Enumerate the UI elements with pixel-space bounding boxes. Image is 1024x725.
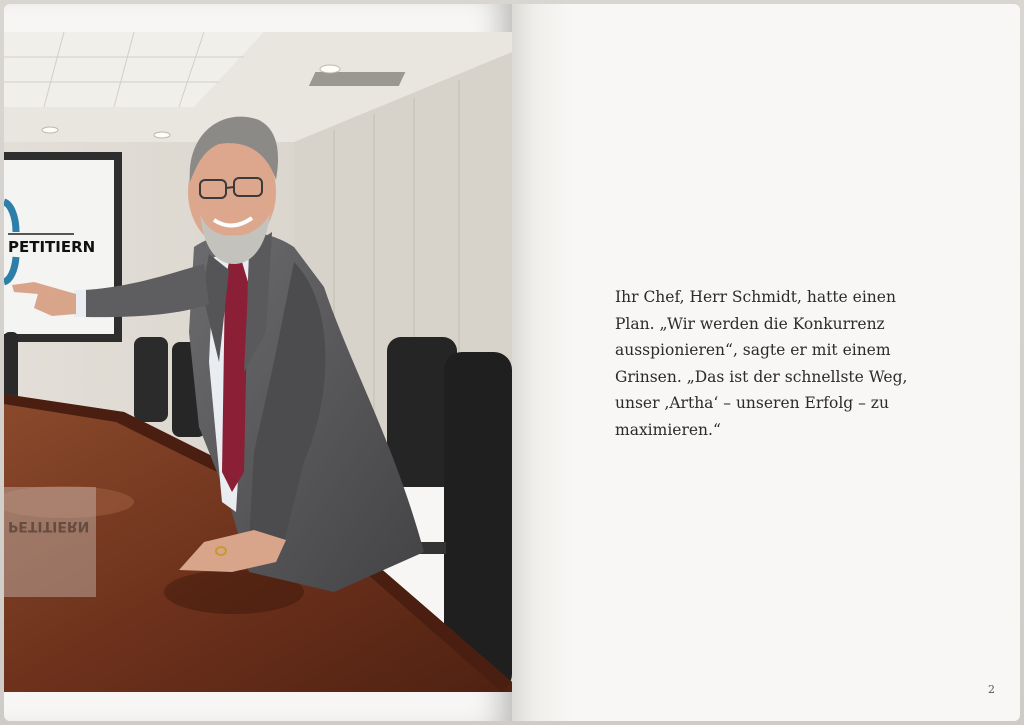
story-paragraph: Ihr Chef, Herr Schmidt, hatte einen Plan. „Wir werden die Konkurrenz ausspionieren“, sagte er mit einem Grinsen. „Das ist der schnellste Weg, unser ‚Artha‘ – unseren Erfolg – zu maximieren.“	[615, 288, 908, 439]
page-number: 2	[988, 683, 995, 696]
chair	[4, 332, 18, 402]
ceiling-vent	[309, 72, 406, 86]
chair	[134, 337, 168, 422]
boardroom-illustration	[4, 32, 512, 692]
ceiling-light	[154, 132, 170, 138]
screen-text: PETITIERN	[8, 238, 96, 256]
ceiling-light	[320, 65, 340, 73]
reflection-text: PETITIERN	[8, 518, 90, 534]
ceiling-light	[42, 127, 58, 133]
